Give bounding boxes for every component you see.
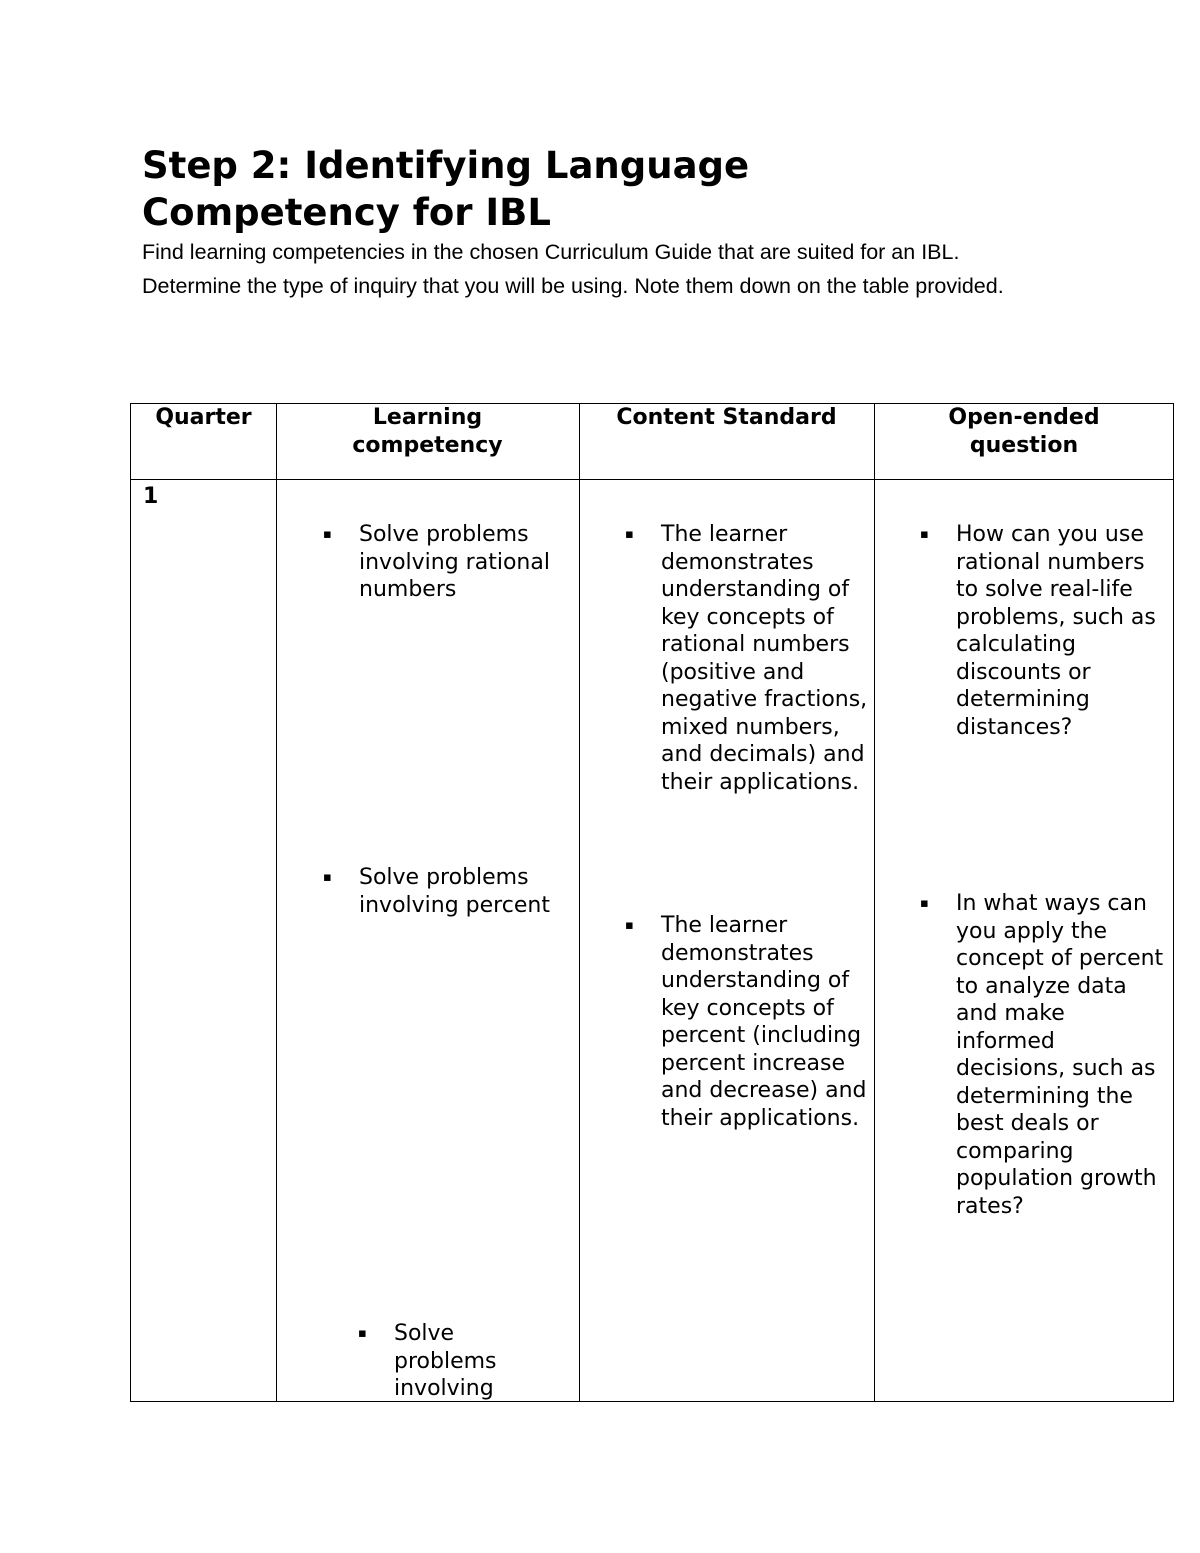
bullet-icon: ▪ (625, 527, 634, 542)
bullet-icon: ▪ (625, 918, 634, 933)
competency-item: Solve problems involving percent (359, 865, 550, 918)
bullet-icon: ▪ (323, 870, 332, 885)
bullet-icon: ▪ (358, 1326, 367, 1341)
bullet-icon: ▪ (920, 896, 929, 911)
instructions-paragraph: Find learning competencies in the chosen Curriculum Guide that are suited for an IBL. Determine the type of inquiry that you will be using. Note them down on the table provided. (142, 240, 1004, 298)
question-item: How can you use rational numbers to solve real-life problems, such as calculating discounts or determining distances? (956, 522, 1156, 740)
bullet-icon: ▪ (323, 527, 332, 542)
competency-item: Solve problems involving (394, 1321, 497, 1400)
column-divider (874, 404, 875, 1401)
header-open-ended-question: Open-ended question (948, 405, 1100, 458)
header-learning-competency: Learning competency (352, 405, 503, 458)
header-row-divider (131, 479, 1173, 480)
title-line-2: Competency for IBL (142, 191, 551, 234)
content-standard-item: The learner demonstrates understanding of key concepts of rational numbers (positive and negative fractions, mixed numbers, and decimals) and their applications. (661, 522, 868, 795)
header-quarter: Quarter (155, 405, 252, 430)
column-divider (579, 404, 580, 1401)
column-divider (276, 404, 277, 1401)
quarter-number: 1 (143, 484, 159, 509)
competency-item: Solve problems involving rational numbers (359, 522, 550, 602)
page-title (142, 142, 902, 236)
title-line-1: Step 2: Identifying Language (142, 144, 750, 187)
competency-table (130, 403, 1174, 1402)
content-standard-item: The learner demonstrates understanding of key concepts of percent (including percent increase and decrease) and their applications. (661, 913, 867, 1131)
bullet-icon: ▪ (920, 527, 929, 542)
header-content-standard: Content Standard (616, 405, 837, 430)
question-item: In what ways can you apply the concept of percent to analyze data and make informed decisions, such as determining the best deals or comparing population growth rates? (956, 891, 1164, 1219)
